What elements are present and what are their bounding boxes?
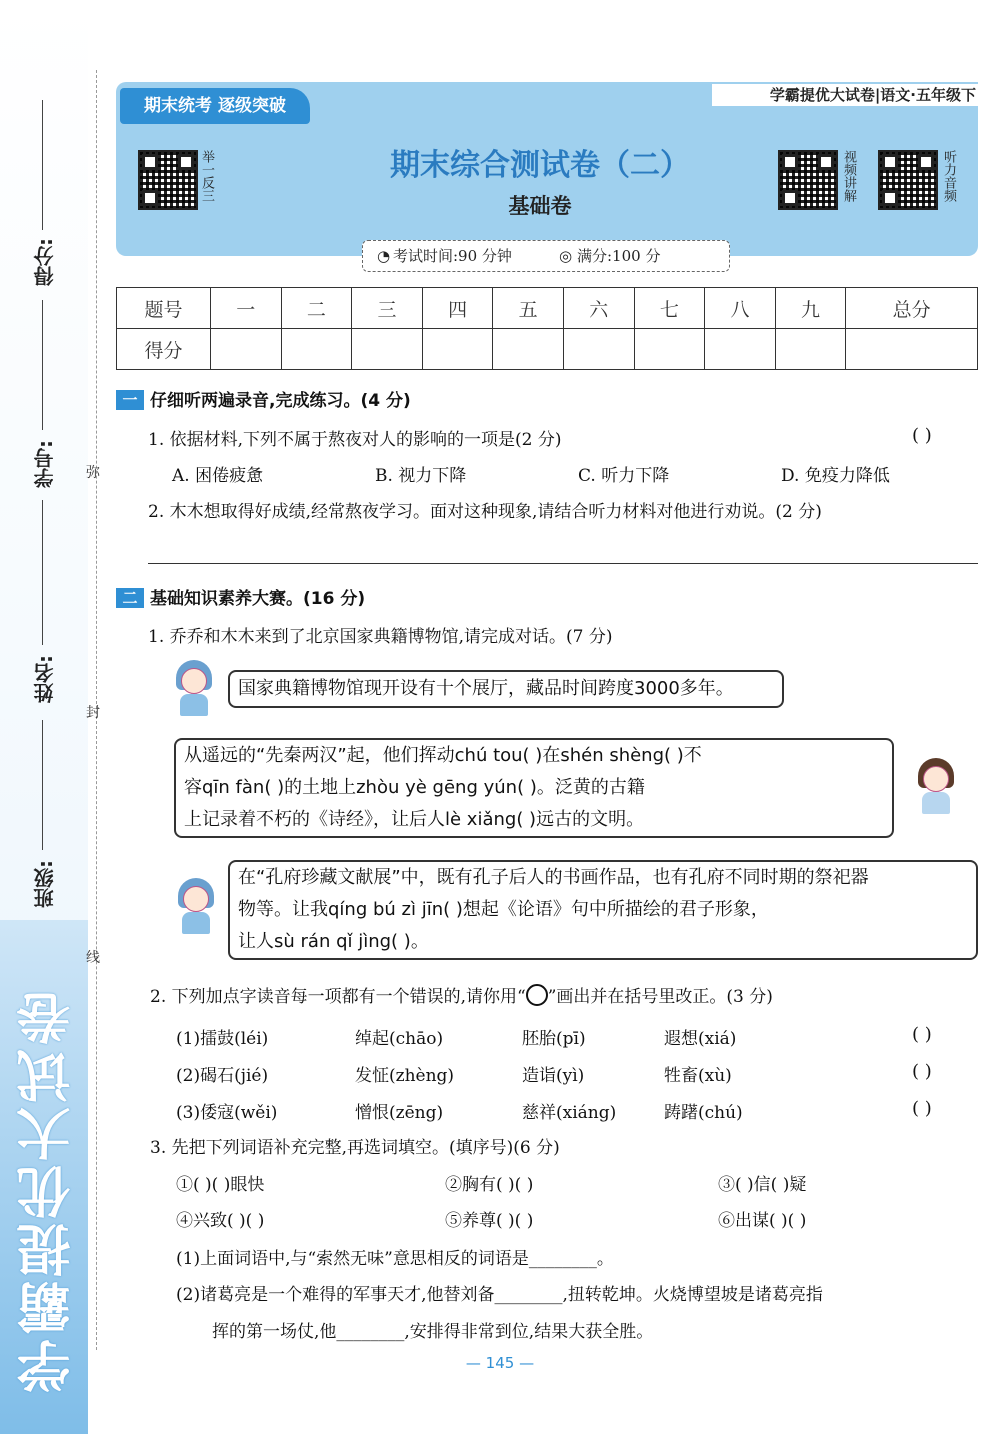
qr-video-label: 视频讲解	[841, 150, 856, 202]
table-cell: 五	[493, 288, 564, 329]
check-icon: ◎	[559, 247, 573, 265]
bubble-2-line-2: 容qīn fàn( )的土地上zhòu yè gēng yún( )。泛黄的古籍	[184, 777, 645, 798]
qr-code-video[interactable]	[778, 150, 838, 210]
seal-char-3: 线	[86, 950, 100, 966]
score-cell[interactable]	[281, 329, 352, 370]
s1-q1-option-c[interactable]: C. 听力下降	[578, 466, 670, 486]
girl-avatar	[172, 660, 216, 716]
table-cell: 一	[211, 288, 282, 329]
qr-audio-label: 听力音频	[941, 150, 956, 202]
dialogue-bubble-1: 国家典籍博物馆现开设有十个展厅，藏品时间跨度3000多年。	[228, 670, 784, 708]
header-tab: 期末统考 逐级突破	[120, 88, 310, 124]
brand-logo-text: 学霸提优大试卷	[15, 987, 79, 1393]
qr-practice-label: 举一反三	[199, 150, 214, 202]
bubble-2-line-3: 上记录着不朽的《诗经》，让后人lè xiǎng( )远古的文明。	[184, 809, 645, 830]
s2-q2-r3-c3[interactable]: 慈祥(xiáng)	[522, 1103, 617, 1123]
s2-q2-r3-c2[interactable]: 憎恨(zēng)	[355, 1103, 444, 1123]
s2-q1: 1. 乔乔和木木来到了北京国家典籍博物馆,请完成对话。(7 分)	[148, 627, 613, 647]
s2-q2-r2-c2[interactable]: 发怔(zhèng)	[355, 1066, 455, 1086]
table-row	[117, 288, 978, 329]
score-label: 得分:	[33, 238, 57, 286]
series-title: 学霸提优大试卷|语文·五年级下	[712, 84, 982, 106]
bubble-3-line-2: 物等。让我qíng bú zì jīn( )想起《论语》句中所描绘的君子形象，	[238, 899, 769, 920]
section-1-header	[116, 386, 411, 411]
score-cell[interactable]	[705, 329, 776, 370]
s2-q2-r2-c3[interactable]: 造诣(yì)	[522, 1066, 585, 1086]
circle-icon	[526, 984, 548, 1006]
s2-q3-sub-2-line-2[interactable]: 挥的第一场仗,他________,安排得非常到位,结果大获全胜。	[212, 1322, 654, 1342]
qr-code-practice[interactable]	[138, 150, 198, 210]
s1-q1: 1. 依据材料,下列不属于熬夜对人的影响的一项是(2 分)	[148, 430, 562, 450]
s2-q2-r1-c1[interactable]: (1)擂鼓(léi)	[176, 1029, 269, 1049]
s2-q2-r1-c3[interactable]: 胚胎(pī)	[522, 1029, 586, 1049]
s2-q2-r3-c4[interactable]: 踌躇(chú)	[664, 1103, 743, 1123]
girl-avatar-2	[174, 878, 218, 934]
seal-char-1: 弥	[86, 465, 100, 481]
full-score: 满分:100 分	[577, 247, 661, 265]
score-cell[interactable]	[775, 329, 846, 370]
s2-q3-sub-2-line-1[interactable]: (2)诸葛亮是一个难得的军事天才,他替刘备________,扭转乾坤。火烧博望坡是诸葛亮指	[176, 1285, 823, 1305]
table-cell: 四	[422, 288, 493, 329]
score-cell[interactable]	[422, 329, 493, 370]
exam-info	[362, 240, 730, 272]
seal-char-2: 封	[86, 705, 100, 721]
s2-q3-word-4[interactable]: ④兴致( )( )	[176, 1211, 265, 1231]
s2-q3-sub-1[interactable]: (1)上面词语中,与“索然无味”意思相反的词语是________。	[176, 1249, 614, 1269]
dialogue-bubble-2	[174, 738, 894, 838]
s2-q2-r3-answer[interactable]: ( )	[912, 1098, 932, 1119]
student-id-blank[interactable]	[42, 300, 43, 430]
s1-q2: 2. 木木想取得好成绩,经常熬夜学习。面对这种现象,请结合听力材料对他进行劝说。(2 分)	[148, 502, 822, 522]
s2-q3-word-3[interactable]: ③( )信( )疑	[718, 1175, 807, 1195]
name-label: 姓名:	[33, 655, 57, 703]
page-title: 期末综合测试卷（二）	[390, 148, 690, 183]
s2-q2-r1-c2[interactable]: 绰起(chāo)	[355, 1029, 444, 1049]
s2-q2-r2-answer[interactable]: ( )	[912, 1061, 932, 1082]
s2-q2-r1-c4[interactable]: 遐想(xiá)	[664, 1029, 737, 1049]
table-cell: 二	[281, 288, 352, 329]
section-2-header	[116, 584, 365, 609]
s2-q2-part-b: ”画出并在括号里改正。(3 分)	[547, 987, 773, 1007]
page-subtitle: 基础卷	[508, 194, 572, 218]
s2-q3-word-5[interactable]: ⑤养尊( )( )	[445, 1211, 534, 1231]
score-cell[interactable]	[634, 329, 705, 370]
s2-q2-part-a: 2. 下列加点字读音每一项都有一个错误的,请你用“	[150, 987, 526, 1007]
score-cell[interactable]	[493, 329, 564, 370]
bubble-3-line-3: 让人sù rán qǐ jìng( )。	[238, 931, 429, 952]
section-1-number: 一	[116, 390, 144, 410]
s1-q1-option-d[interactable]: D. 免疫力降低	[781, 466, 890, 486]
score-cell[interactable]	[563, 329, 634, 370]
dialogue-bubble-3	[228, 860, 978, 960]
s2-q2-r3-c1[interactable]: (3)倭寇(wěi)	[176, 1103, 278, 1123]
s1-q1-option-a[interactable]: A. 困倦疲惫	[172, 466, 264, 486]
table-cell: 九	[775, 288, 846, 329]
s1-q1-option-b[interactable]: B. 视力下降	[375, 466, 467, 486]
s2-q3-word-6[interactable]: ⑥出谋( )( )	[718, 1211, 807, 1231]
score-cell[interactable]	[352, 329, 423, 370]
qr-code-audio[interactable]	[878, 150, 938, 210]
section-2-number: 二	[116, 588, 144, 608]
page-number: — 145 —	[465, 1354, 535, 1372]
s1-q2-answer-line[interactable]	[148, 563, 978, 564]
table-cell: 题号	[117, 288, 211, 329]
section-2-title: 基础知识素养大赛。(16 分)	[150, 589, 366, 609]
boy-avatar	[914, 758, 958, 814]
table-cell: 总分	[846, 288, 978, 329]
clock-icon: ◔	[377, 247, 391, 265]
s2-q3-word-1[interactable]: ①( )( )眼快	[176, 1175, 265, 1195]
table-cell: 六	[563, 288, 634, 329]
class-blank[interactable]	[42, 720, 43, 850]
s2-q2-r2-c4[interactable]: 牲畜(xù)	[664, 1066, 732, 1086]
section-1-title: 仔细听两遍录音,完成练习。(4 分)	[150, 391, 411, 411]
exam-time: 考试时间:90 分钟	[393, 247, 512, 265]
s2-q2-r2-c1[interactable]: (2)碣石(jié)	[176, 1066, 269, 1086]
s2-q2	[150, 982, 773, 1007]
s2-q2-r1-answer[interactable]: ( )	[912, 1024, 932, 1045]
score-table	[116, 287, 978, 370]
s1-q1-answer[interactable]: ( )	[912, 425, 932, 446]
table-row	[117, 329, 978, 370]
score-cell[interactable]	[846, 329, 978, 370]
score-cell[interactable]	[211, 329, 282, 370]
s2-q3-word-2[interactable]: ②胸有( )( )	[445, 1175, 534, 1195]
table-cell: 八	[705, 288, 776, 329]
bubble-3-line-1: 在“孔府珍藏文献展”中，既有孔子后人的书画作品，也有孔府不同时期的祭祀器	[238, 867, 869, 888]
table-cell: 得分	[117, 329, 211, 370]
s2-q3: 3. 先把下列词语补充完整,再选词填空。(填序号)(6 分)	[150, 1138, 560, 1158]
table-cell: 七	[634, 288, 705, 329]
score-blank[interactable]	[42, 100, 43, 230]
table-cell: 三	[352, 288, 423, 329]
student-id-label: 学号:	[33, 440, 57, 488]
name-blank[interactable]	[42, 500, 43, 645]
bubble-2-line-1: 从遥远的“先秦两汉”起，他们挥动chú tou( )在shén shèng( )不	[184, 745, 702, 766]
class-label: 班级:	[33, 860, 57, 908]
